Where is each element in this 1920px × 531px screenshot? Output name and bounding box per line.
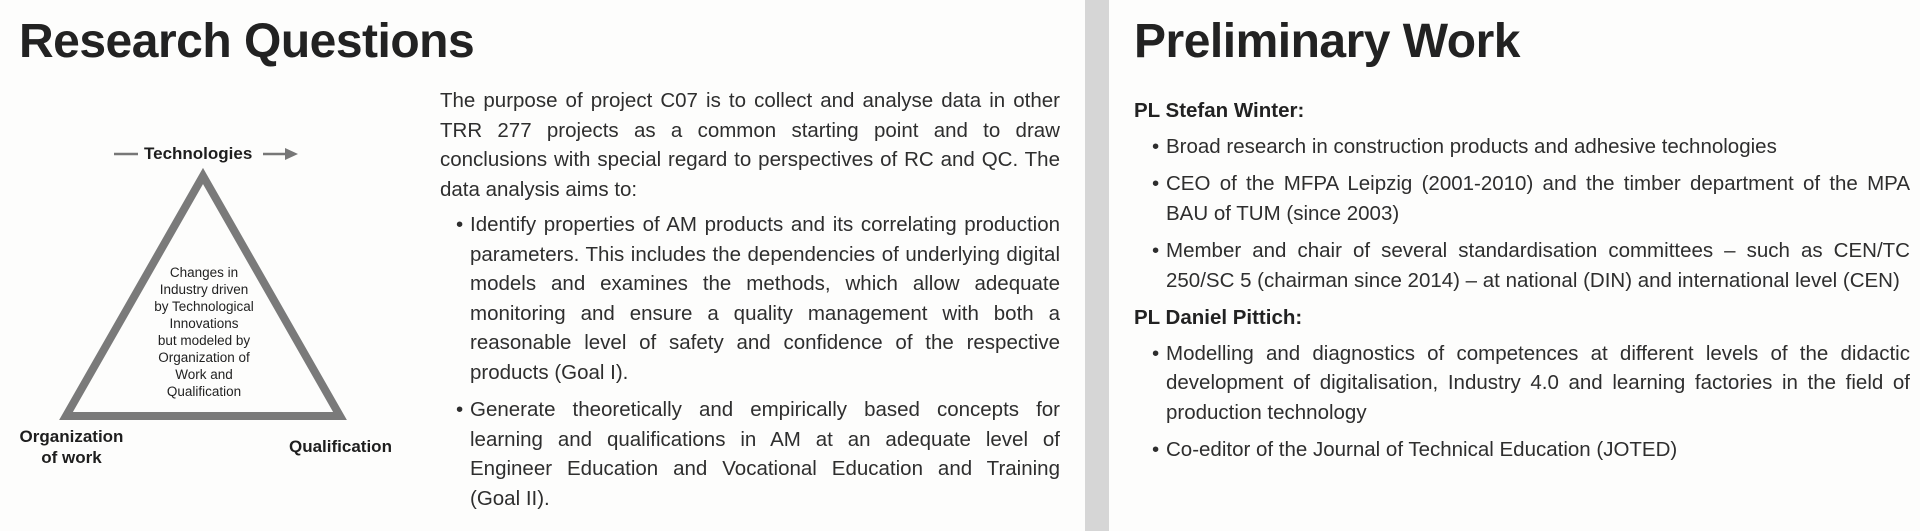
list-item xyxy=(1134,132,1910,162)
pl-name: PL Stefan Winter: xyxy=(1134,99,1305,122)
pl-item-text: Member and chair of several standardisation committees – such as CEN/TC 250/SC 5 (chairman since 2014) – at national (DIN) and international level (CEN) xyxy=(1166,239,1910,292)
research-questions-title: Research Questions xyxy=(19,15,475,68)
pl-items-list xyxy=(1134,132,1910,296)
list-item xyxy=(1134,169,1910,228)
pl-items-list xyxy=(1134,339,1910,465)
qualification-label: Qualification xyxy=(289,437,392,456)
bullet-icon: • xyxy=(1152,239,1160,262)
list-item xyxy=(1134,435,1910,465)
panel-divider xyxy=(1085,0,1109,531)
bullet-icon: • xyxy=(456,398,464,421)
list-item xyxy=(1134,236,1910,295)
preliminary-body xyxy=(1134,96,1910,473)
bullet-icon: • xyxy=(456,213,464,236)
pl-item-text: Broad research in construction products and adhesive technologies xyxy=(1166,134,1777,158)
goal-text: Identify properties of AM products and its correlating production parameters. This includes the dependencies of underlying digital models and examines the methods, which allow adequate monitoring and ensure a quality management with both a reasonable level of safety and confidence of the respective products (Goal I). xyxy=(470,213,1060,384)
triangle-center-text: Changes in Industry driven by Technological Innovations but modeled by Organization of Work and Qualification xyxy=(154,265,254,399)
pl-name: PL Daniel Pittich: xyxy=(1134,306,1303,329)
research-intro: The purpose of project C07 is to collect and analyse data in other TRR 277 projects as a common starting point and to draw conclusions with special regard to perspectives of RC and QC. The data analysis aims to: xyxy=(440,89,1060,201)
organization-of-work-label: Organization of work xyxy=(19,427,124,467)
technologies-label: Technologies xyxy=(144,144,253,163)
research-goals-list xyxy=(440,210,1060,513)
pl-item-text: Co-editor of the Journal of Technical Education (JOTED) xyxy=(1166,438,1678,461)
goal-text: Generate theoretically and empirically based concepts for learning and qualifications in AM at an adequate level of Engineer Education and Vocational Education and Training (Goal II). xyxy=(470,398,1060,510)
preliminary-work-title: Preliminary Work xyxy=(1134,15,1520,68)
list-item xyxy=(1134,339,1910,428)
bullet-icon: • xyxy=(1152,438,1160,461)
bullet-icon: • xyxy=(1152,134,1160,158)
top-right-arrow-head xyxy=(285,148,298,160)
list-item xyxy=(440,210,1060,387)
bullet-icon: • xyxy=(1152,341,1160,365)
pl-item-text: CEO of the MFPA Leipzig (2001-2010) and the timber department of the MPA BAU of TUM (since 2003) xyxy=(1166,172,1910,225)
preliminary-work-panel xyxy=(1109,0,1920,531)
pl-item-text: Modelling and diagnostics of competences at different levels of the didactic development of digitalisation, Industry 4.0 and learning factories in the field of production technology xyxy=(1166,341,1910,424)
research-body xyxy=(440,86,1060,521)
technology-triangle-diagram xyxy=(14,138,406,478)
bullet-icon: • xyxy=(1152,172,1160,195)
list-item xyxy=(440,395,1060,513)
